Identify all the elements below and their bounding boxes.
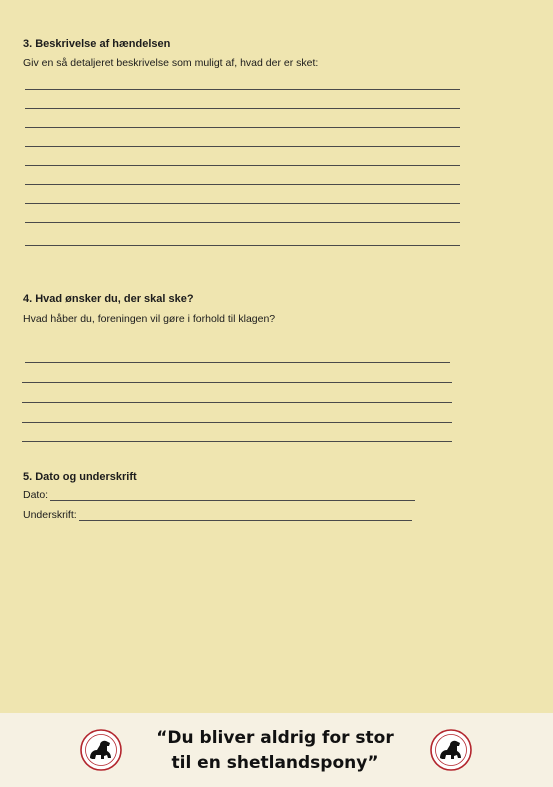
writing-line[interactable] bbox=[25, 184, 460, 185]
writing-line[interactable] bbox=[25, 362, 450, 363]
section-3-prompt: Giv en så detaljeret beskrivelse som muligt af, hvad der er sket: bbox=[23, 57, 319, 69]
signature-field-row bbox=[23, 509, 412, 521]
writing-line[interactable] bbox=[22, 382, 452, 383]
writing-line[interactable] bbox=[25, 203, 460, 204]
writing-line[interactable] bbox=[25, 127, 460, 128]
date-field-row bbox=[23, 489, 415, 501]
writing-line[interactable] bbox=[25, 222, 460, 223]
shetland-pony-logo-icon bbox=[80, 729, 122, 771]
writing-line[interactable] bbox=[22, 402, 452, 403]
writing-line[interactable] bbox=[25, 108, 460, 109]
section-5-heading: 5. Dato og underskrift bbox=[23, 471, 137, 483]
writing-line[interactable] bbox=[25, 146, 460, 147]
signature-label: Underskrift: bbox=[23, 509, 77, 521]
quote-line-2: til en shetlandspony” bbox=[171, 753, 379, 773]
writing-line[interactable] bbox=[25, 89, 460, 90]
section-4-prompt: Hvad håber du, foreningen vil gøre i forhold til klagen? bbox=[23, 313, 276, 325]
signature-input-line[interactable] bbox=[79, 509, 412, 521]
date-input-line[interactable] bbox=[50, 489, 415, 501]
section-4-heading: 4. Hvad ønsker du, der skal ske? bbox=[23, 293, 194, 305]
footer-banner bbox=[0, 713, 553, 787]
writing-line[interactable] bbox=[22, 441, 452, 442]
shetland-pony-logo-icon bbox=[430, 729, 472, 771]
date-label: Dato: bbox=[23, 489, 49, 501]
footer-quote bbox=[130, 726, 420, 776]
section-3-heading: 3. Beskrivelse af hændelsen bbox=[23, 38, 171, 50]
writing-line[interactable] bbox=[25, 245, 460, 246]
writing-line[interactable] bbox=[25, 165, 460, 166]
writing-line[interactable] bbox=[22, 422, 452, 423]
quote-line-1: “Du bliver aldrig for stor bbox=[156, 728, 394, 748]
